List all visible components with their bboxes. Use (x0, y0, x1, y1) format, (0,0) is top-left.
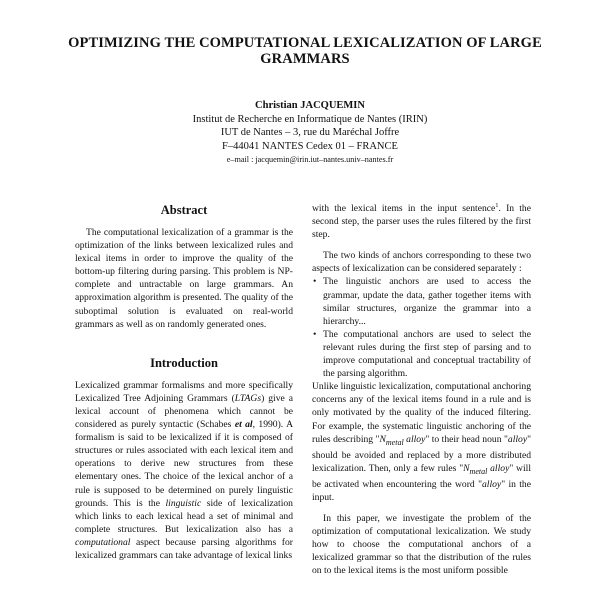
ling-part-4: " will be activated when encountering the word " (312, 462, 531, 490)
intro-part-1: Lexicalized grammar formalisms and more specifically Lexicalized Tree Adjoining Grammars ( (75, 379, 293, 404)
author-address-line1: IUT de Nantes – 3, rue du Maréchal Joffre (220, 127, 400, 138)
bullet-linguistic-anchors: • The linguistic anchors are used to access the grammar, update the data, gather together items with similar structures, organize the grammar into a hierarchy... (323, 275, 531, 327)
abstract-text: The computational lexicalization of a grammar is the optimization of the links between lexicalized rules and lexical items in order to improve the quality of the bottom-up filtering during parsing. This problem is NP-complete and untractable on large grammars. An approximation algorithm is presented. The quality of the suboptimal solution is evaluated on real-world grammars as well as on randomly generated ones. (75, 227, 293, 330)
anchors-paragraph: The two kinds of anchors corresponding to these two aspects of lexicalization can be considered separately : (312, 250, 531, 275)
ling-part-3: " should be avoided and replaced by a more distributed lexicalization. Then, only a few rules " (312, 433, 531, 474)
intro-emph-computational: computational (75, 536, 131, 548)
intro-term-ltags: LTAGs (234, 392, 262, 404)
intro-part-2: ) give a lexical account of phenomena which cannot be considered as purely syntactic (Schabes (75, 392, 293, 431)
continuation-part-1: with the lexical items in the input sentence (312, 203, 496, 214)
ling-n1: N (379, 433, 386, 445)
intro-emph-linguistic: linguistic (165, 497, 202, 509)
ling-n1-rest: alloy (403, 433, 426, 445)
ling-alloy-2: alloy (482, 478, 502, 490)
linguistic-paragraph (312, 380, 531, 504)
author-name: Christian JACQUEMIN (255, 100, 365, 111)
ling-n2-rest: alloy (487, 462, 510, 474)
continuation-part-2: . In the second step, the parser uses the rules filtered by the first step. (312, 203, 531, 241)
paper-title: OPTIMIZING THE COMPUTATIONAL LEXICALIZATION OF LARGE GRAMMARS (68, 35, 542, 67)
introduction-heading: Introduction (150, 355, 218, 370)
introduction-text (75, 379, 293, 562)
ling-alloy-1: alloy (507, 433, 528, 445)
ling-part-2: " to their head noun " (425, 433, 508, 445)
left-column (75, 202, 293, 562)
intro-citation-etal: et al (234, 419, 253, 431)
ling-part-5: " in the input. (312, 478, 531, 503)
intro-part-5: aspect because parsing algorithms for lexicalized grammars can take advantage of lexical links (75, 536, 293, 561)
ling-n2-sub: metal (469, 466, 488, 476)
intro-part-3: , 1990). A formalism is said to be lexicalized if it is composed of structures or rules associated with each lexical item and operations to derive new structures from these elementary ones. The choice of the lexical anchor of a rule is supposed to be determined on purely linguistic grounds. This is the (75, 419, 293, 509)
ling-part-1: Unlike linguistic lexicalization, computational anchoring concerns any of the lexical items found in a rule and is only motivated by the quality of the induced filtering. For example, the systematic linguistic anchoring of the rules describing " (312, 381, 531, 445)
bullet-computational-anchors: • The computational anchors are used to select the relevant rules during the first step of parsing and to improve computational and conceptual tractability of the parsing algorithm. (323, 328, 531, 380)
ling-n1-sub: metal (385, 437, 404, 447)
continuation-text (312, 202, 531, 241)
abstract-heading: Abstract (160, 203, 208, 217)
author-block (130, 99, 490, 167)
intro-part-4: side of lexicalization which links to each lexical head a set of minimal and complete structures. But lexicalization also has a (75, 497, 293, 535)
author-email: e–mail : jacquemin@irin.iut–nantes.univ–nantes.fr (226, 155, 394, 164)
author-institution: Institut de Recherche en Informatique de Nantes (IRIN) (192, 113, 428, 125)
anchors-bullet-list (312, 275, 531, 380)
footnote-mark: 1 (495, 201, 499, 209)
final-paragraph: In this paper, we investigate the problem of the optimization of computational lexicalization. We study how to choose the computational anchors of a lexicalized grammar so that the distribution of the rules on to the lexical items is the most uniform possible (312, 512, 531, 577)
right-column (312, 202, 531, 577)
ling-n2: N (463, 462, 470, 474)
author-address-line2: F–44041 NANTES Cedex 01 – FRANCE (222, 140, 398, 152)
